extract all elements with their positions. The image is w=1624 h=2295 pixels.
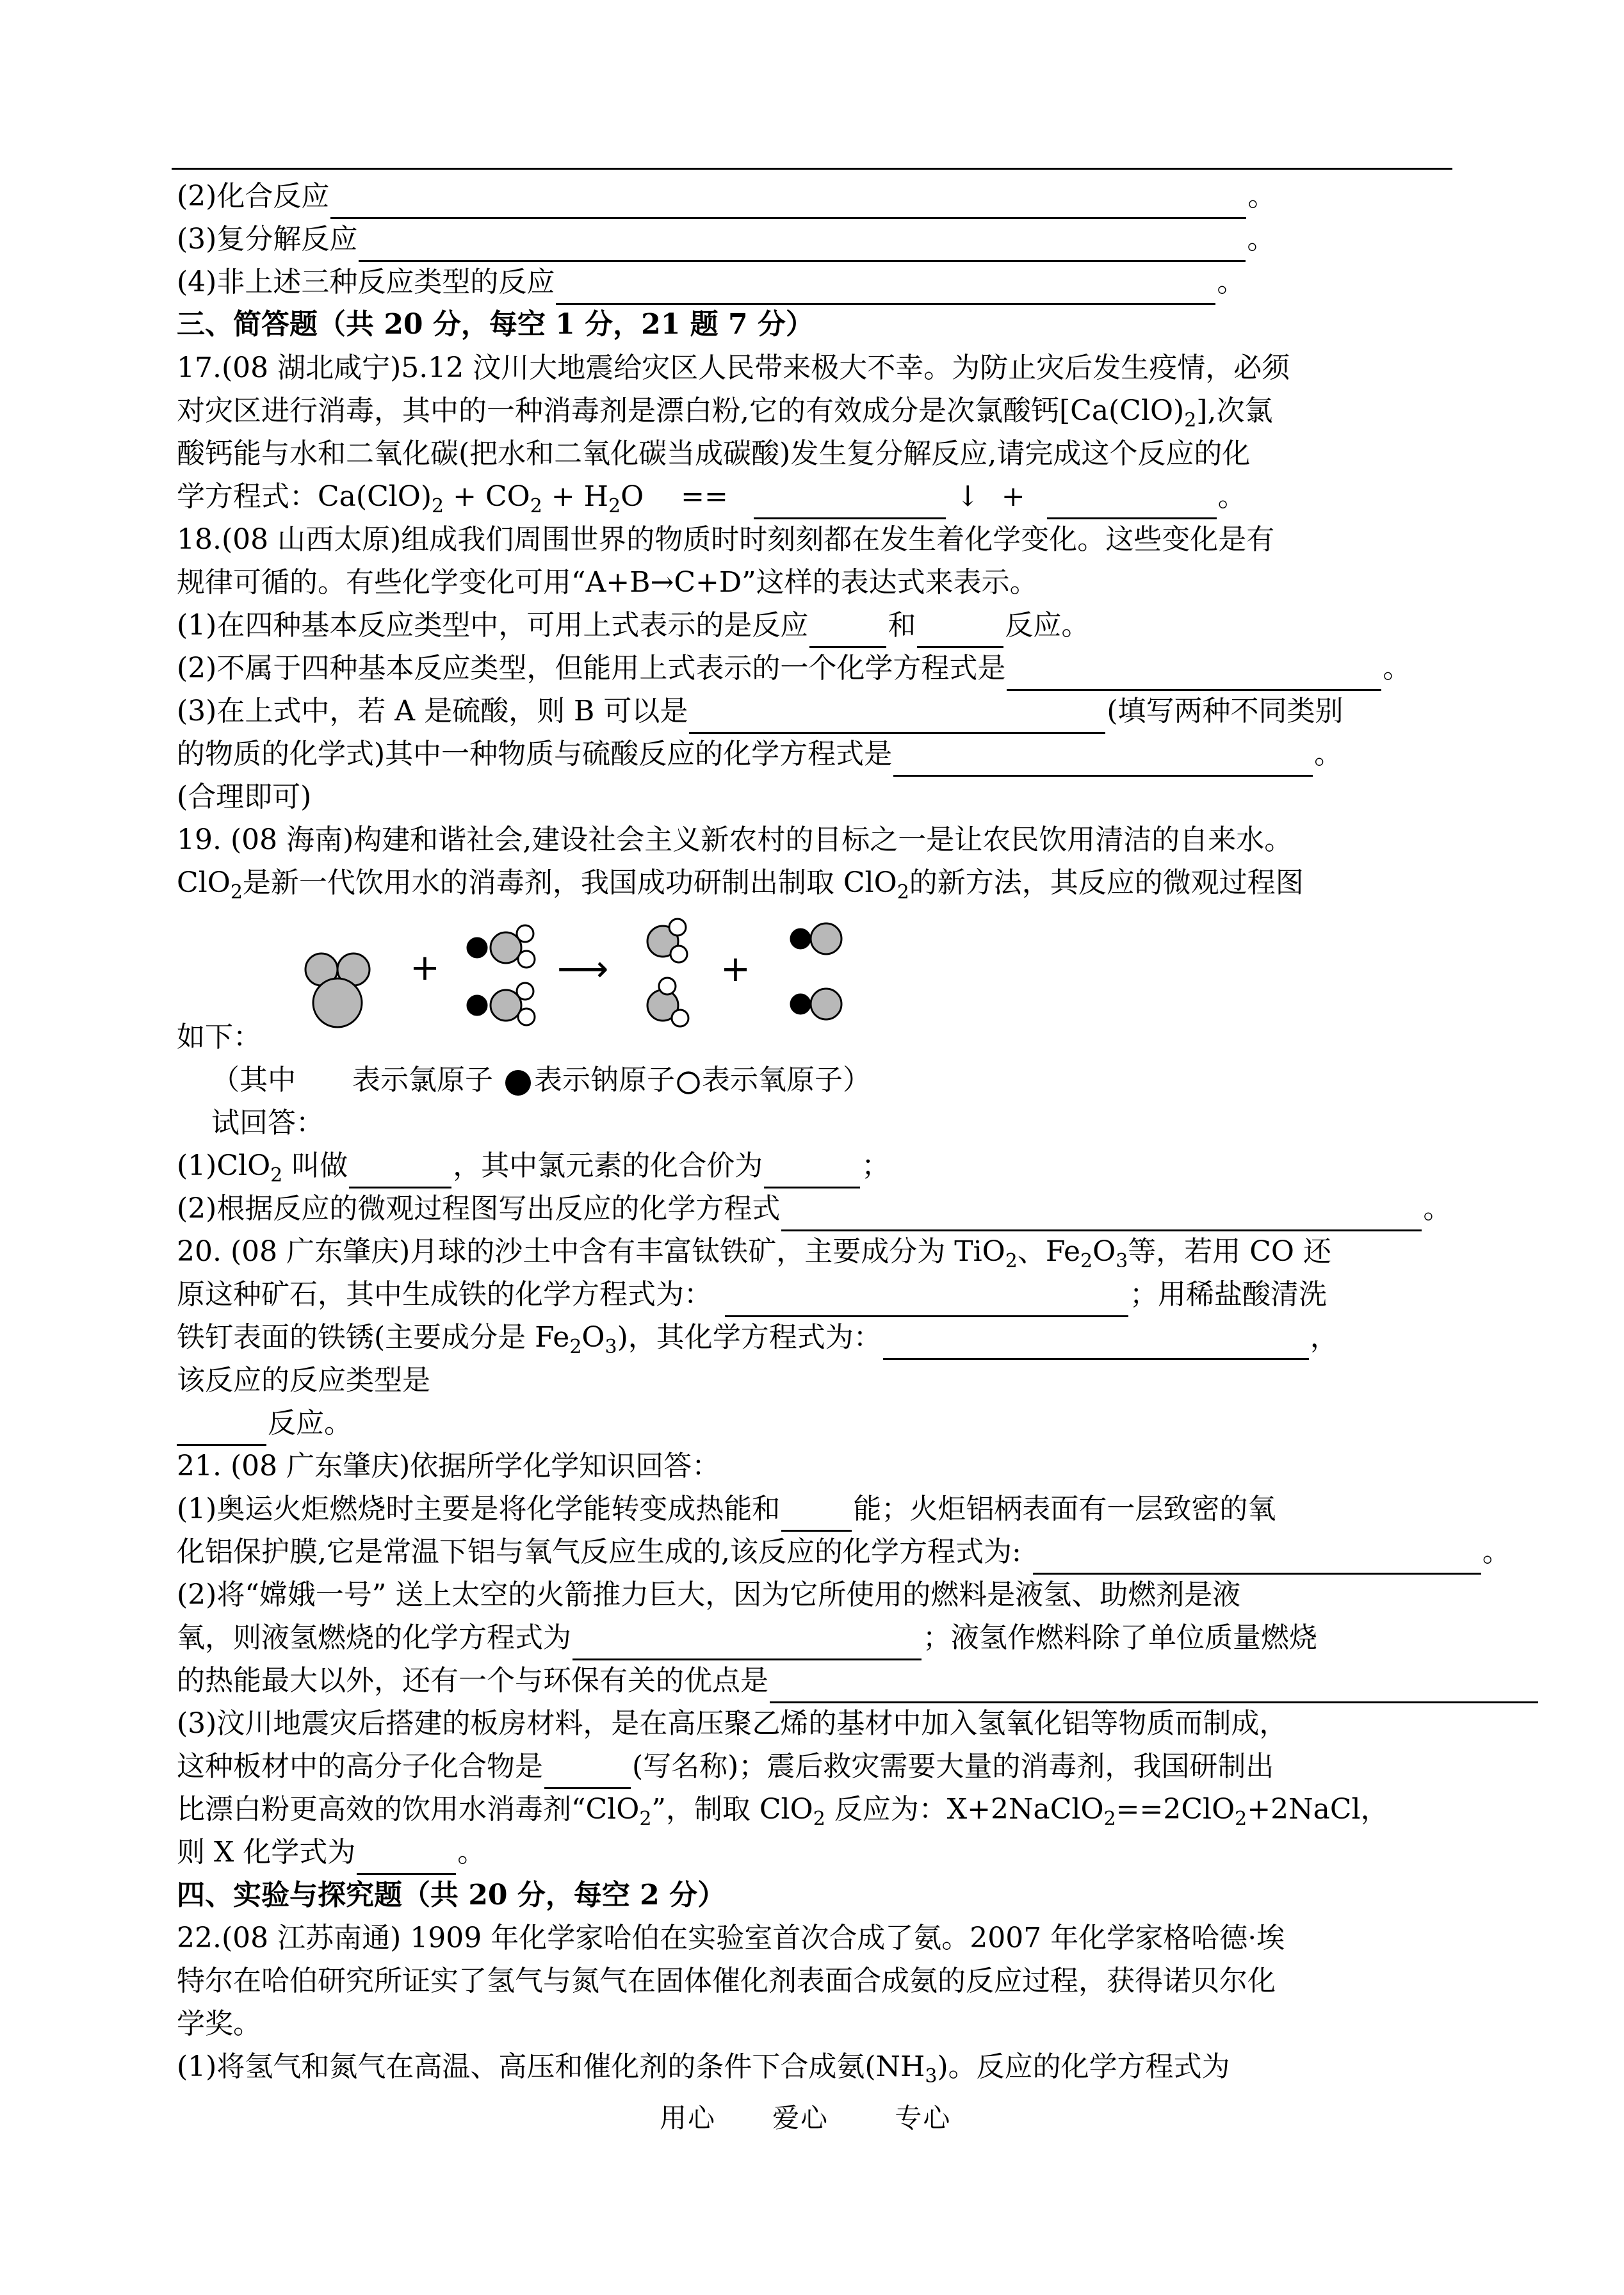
- q21-part2-cont2: 的热能最大以外，还有一个与环保有关的优点是: [177, 1658, 1624, 1703]
- q16-part3: (3)复分解反应 。: [177, 217, 1624, 262]
- q21-part3-cont3: 则 X 化学式为 。: [177, 1830, 1624, 1875]
- q16-part2: (2)化合反应 。: [177, 174, 1624, 219]
- section4-title: 四、实验与探究题（共 20 分，每空 2 分）: [177, 1879, 726, 1911]
- q17-line2: 对灾区进行消毒，其中的一种消毒剂是漂白粉,它的有效成分是次氯酸钙$[Ca(ClO)_2]$,次氯: [177, 394, 1273, 432]
- q19-part2: (2)根据反应的微观过程图写出反应的化学方程式 。: [177, 1187, 1624, 1231]
- sodium-chloride-molecule: [791, 923, 841, 954]
- q21-part2: (2)将“嫦娥一号” 送上太空的火箭推力巨大，因为它所使用的燃料是液氢、助燃剂是液: [177, 1578, 1241, 1611]
- q22-line3: 学奖。: [177, 2007, 261, 2040]
- q17-line3: 酸钙能与水和二氧化碳(把水和二氧化碳当成碳酸)发生复分解反应,请完成这个反应的化: [177, 437, 1251, 470]
- answer-blank[interactable]: [781, 1197, 1422, 1231]
- q20-line2: 原这种矿石，其中生成铁的化学方程式为： ；用稀盐酸清洗: [177, 1272, 1624, 1317]
- answer-blank[interactable]: [359, 228, 1246, 262]
- q21-part2-cont: 氧，则液氢燃烧的化学方程式为 ；液氢作燃料除了单位质量燃烧: [177, 1616, 1624, 1660]
- answer-blank[interactable]: [1047, 485, 1217, 519]
- answer-blank[interactable]: [544, 1755, 631, 1789]
- answer-blank[interactable]: [883, 1326, 1309, 1360]
- q18-part1: (1)在四种基本反应类型中，可用上式表示的是反应 和 反应。: [177, 603, 1624, 648]
- answer-blank[interactable]: [689, 700, 1105, 734]
- q18-line2: 规律可循的。有些化学变化可用“A+B→C+D”这样的表达式来表示。: [177, 566, 1038, 599]
- answer-blank[interactable]: [809, 614, 886, 648]
- q17-line4: 学方程式：$Ca(ClO)_2 + CO_2 + H_2O$ == ↓ + 。: [177, 474, 1624, 519]
- q18-line1: 18.(08 山西太原)组成我们周围世界的物质时时刻刻都在发生着化学变化。这些变化是有: [177, 523, 1275, 556]
- sodium-chlorite-molecule: [467, 925, 535, 968]
- answer-blank[interactable]: [781, 1498, 852, 1532]
- q19-part1: (1)ClO$_2$ 叫做 ，其中氯元素的化合价为 ；: [177, 1144, 1624, 1188]
- q21-part1: (1)奥运火炬燃烧时主要是将化学能转变成热能和 能；火炬铝柄表面有一层致密的氧: [177, 1487, 1624, 1532]
- plus-sign: +: [720, 948, 751, 990]
- q20-line5: 反应。: [177, 1401, 1624, 1446]
- q19-line2: ClO$_2$是新一代饮用水的消毒剂，我国成功研制出制取 ClO$_2$的新方法，其反应的微观过程图: [177, 866, 1304, 904]
- q19-legend: （其中 表示氯原子 表示钠原子 表示氧原子）: [211, 1064, 871, 1096]
- section3-title: 三、简答题（共 20 分，每空 1 分，21 题 7 分）: [177, 308, 814, 341]
- q21-part3-cont: 这种板材中的高分子化合物是 (写名称)；震后救灾需要大量的消毒剂，我国研制出: [177, 1744, 1624, 1789]
- answer-blank[interactable]: [725, 1283, 1128, 1317]
- q20-line4: 该反应的反应类型是: [177, 1364, 430, 1397]
- answer-blank[interactable]: [1033, 1541, 1481, 1575]
- q18-part2: (2)不属于四种基本反应类型，但能用上式表示的一个化学方程式是 。: [177, 646, 1624, 691]
- plus-sign: +: [410, 947, 440, 989]
- q18-note: (合理即可): [177, 781, 312, 813]
- answer-blank[interactable]: [349, 1155, 451, 1188]
- answer-blank[interactable]: [893, 743, 1313, 777]
- q20-line3: 铁钉表面的铁锈(主要成分是 $Fe_2O_3$)，其化学方程式为： ，: [177, 1315, 1624, 1360]
- answer-blank[interactable]: [770, 1669, 1538, 1703]
- answer-blank[interactable]: [764, 1155, 860, 1188]
- q17-line1: 17.(08 湖北咸宁)5.12 汶川大地震给灾区人民带来极大不幸。为防止灾后发生疫情，必须: [177, 352, 1290, 384]
- oxygen-atom-icon: [675, 1067, 702, 1097]
- reaction-arrow: ⟶: [557, 948, 609, 990]
- q22-part1: (1)将氢气和氮气在高温、高压和催化剂的条件下合成氨$(NH_3)$。反应的化学方程式为: [177, 2050, 1230, 2088]
- answer-blank[interactable]: [572, 1626, 922, 1660]
- answer-blank[interactable]: [177, 1412, 266, 1446]
- answer-blank[interactable]: [556, 271, 1215, 305]
- page-footer: 用心 爱心 专心: [660, 2102, 952, 2134]
- q19-rules: 如下：: [177, 1021, 261, 1053]
- q19-line1: 19. (08 海南)构建和谐社会,建设社会主义新农村的目标之一是让农民饮用清洁的自来水。: [177, 823, 1293, 856]
- sodium-atom-icon: [502, 1067, 534, 1097]
- q21-part3-cont2: 比漂白粉更高效的饮用水消毒剂“ClO$_2$”，制取 ClO$_2$ 反应为：X+2NaClO$_2$==2ClO$_2$+2NaCl，: [177, 1793, 1389, 1830]
- top-rule: [172, 168, 1452, 170]
- q21-line1: 21. (08 广东肇庆)依据所学化学知识回答：: [177, 1450, 720, 1482]
- answer-blank[interactable]: [754, 485, 946, 519]
- answer-blank[interactable]: [330, 185, 1246, 219]
- q18-part3: (3)在上式中，若 A 是硫酸，则 B 可以是 (填写两种不同类别: [177, 689, 1624, 734]
- q18-part3-cont: 的物质的化学式)其中一种物质与硫酸反应的化学方程式是 。: [177, 732, 1624, 777]
- chlorine-dioxide-molecule: [647, 919, 687, 962]
- q21-part1-cont: 化铝保护膜,它是常温下铝与氧气反应生成的,该反应的化学方程式为: 。: [177, 1530, 1624, 1575]
- q21-part3: (3)汶川地震灾后搭建的板房材料，是在高压聚乙烯的基材中加入氢氧化铝等物质而制成，: [177, 1707, 1288, 1740]
- answer-blank[interactable]: [357, 1841, 456, 1875]
- precipitate-arrow: ↓: [955, 480, 980, 513]
- q22-line2: 特尔在哈伯研究所证实了氢气与氮气在固体催化剂表面合成氨的反应过程，获得诺贝尔化: [177, 1965, 1276, 1997]
- q19-ask: 试回答：: [211, 1107, 324, 1139]
- answer-blank[interactable]: [917, 614, 1003, 648]
- answer-blank[interactable]: [1007, 657, 1381, 691]
- q22-line1: 22.(08 江苏南通) 1909 年化学家哈伯在实验室首次合成了氨。2007 年化学家格哈德·埃: [177, 1922, 1285, 1954]
- q16-part4: (4)非上述三种反应类型的反应 。: [177, 260, 1624, 305]
- q20-line1: 20. (08 广东肇庆)月球的沙土中含有丰富钛铁矿，主要成分为 TiO$_2$、$Fe_2O_3$等，若用 CO 还: [177, 1235, 1331, 1272]
